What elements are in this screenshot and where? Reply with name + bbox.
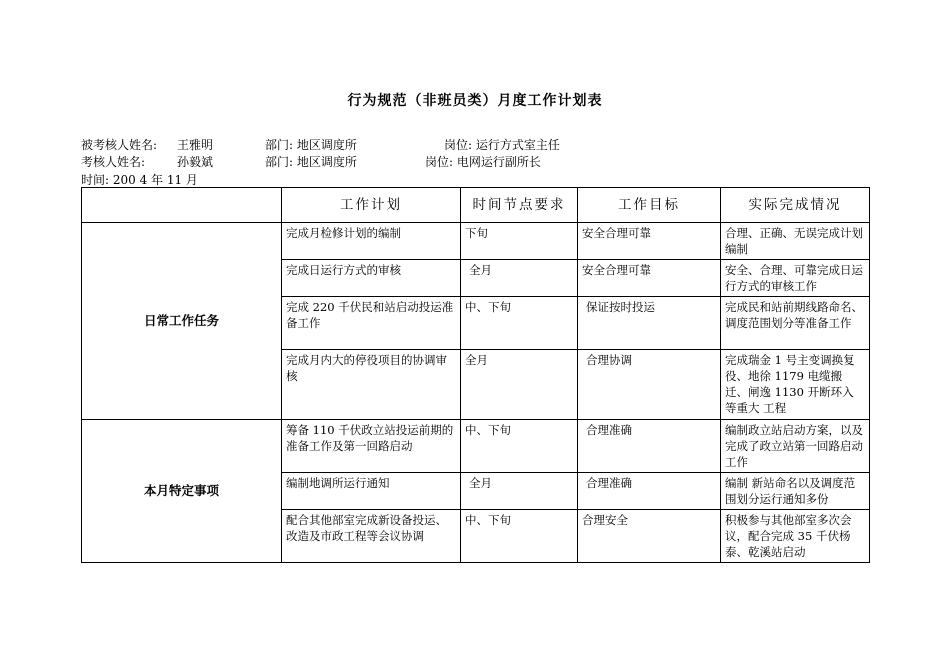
result-cell: 编制 新站命名以及调度范围划分运行通知多份 <box>721 473 870 510</box>
assessor-label: 考核人姓名: <box>81 155 146 169</box>
plan-cell: 完成月检修计划的编制 <box>282 223 461 260</box>
result-cell: 完成民和站前期线路命名、调度范围划分等准备工作 <box>721 297 870 350</box>
time-cell: 全月 <box>461 260 578 297</box>
result-cell: 合理、正确、无误完成计划编制 <box>721 223 870 260</box>
assessor-post: 岗位: 电网运行副所长 <box>425 155 541 169</box>
time-cell: 中、下旬 <box>461 510 578 563</box>
assessor-name: 孙毅斌 <box>177 155 214 169</box>
column-header: 工作计划 <box>282 188 461 223</box>
column-header <box>82 188 282 223</box>
assessee-dept: 部门: 地区调度所 <box>265 138 357 152</box>
table-header-row <box>82 188 870 223</box>
result-cell: 完成瑞金 1 号主变调换复役、地徐 1179 电缆搬迁、闸逸 1130 开断环入等重大 工程 <box>721 350 870 420</box>
goal-cell: 合理协调 <box>578 350 721 420</box>
assessee-post: 岗位: 运行方式室主任 <box>444 138 560 152</box>
section-monthly-special: 本月特定事项 <box>82 420 282 563</box>
assessor-dept: 部门: 地区调度所 <box>265 155 357 169</box>
work-plan-table <box>81 187 870 563</box>
plan-cell: 完成 220 千伏民和站启动投运准备工作 <box>282 297 461 350</box>
goal-cell: 合理准确 <box>578 420 721 473</box>
time-cell: 中、下旬 <box>461 297 578 350</box>
table-row <box>82 420 870 473</box>
table-row <box>82 223 870 260</box>
result-cell: 积极参与其他部室多次会议，配合完成 35 千伏杨泰、乾溪站启动 <box>721 510 870 563</box>
result-cell: 安全、合理、可靠完成日运行方式的审核工作 <box>721 260 870 297</box>
page-title: 行为规范（非班员类）月度工作计划表 <box>347 93 603 109</box>
assessee-name: 王雅明 <box>177 138 214 152</box>
time-cell: 全月 <box>461 350 578 420</box>
plan-cell: 筹备 110 千伏政立站投运前期的准备工作及第一回路启动 <box>282 420 461 473</box>
report-time: 时间: 200 4 年 11 月 <box>81 173 198 187</box>
plan-cell: 配合其他部室完成新设备投运、改造及市政工程等会议协调 <box>282 510 461 563</box>
time-cell: 下旬 <box>461 223 578 260</box>
goal-cell: 安全合理可靠 <box>578 223 721 260</box>
section-daily-tasks: 日常工作任务 <box>82 223 282 420</box>
result-cell: 编制政立站启动方案，以及完成了政立站第一回路启动工作 <box>721 420 870 473</box>
goal-cell: 合理安全 <box>578 510 721 563</box>
assessee-label: 被考核人姓名: <box>81 138 158 152</box>
goal-cell: 合理准确 <box>578 473 721 510</box>
time-cell: 全月 <box>461 473 578 510</box>
plan-cell: 编制地调所运行通知 <box>282 473 461 510</box>
time-cell: 中、下旬 <box>461 420 578 473</box>
goal-cell: 安全合理可靠 <box>578 260 721 297</box>
goal-cell: 保证按时投运 <box>578 297 721 350</box>
column-header: 时间节点要求 <box>461 188 578 223</box>
plan-cell: 完成月内大的停役项目的协调审核 <box>282 350 461 420</box>
column-header: 实际完成情况 <box>721 188 870 223</box>
column-header: 工作目标 <box>578 188 721 223</box>
plan-cell: 完成日运行方式的审核 <box>282 260 461 297</box>
